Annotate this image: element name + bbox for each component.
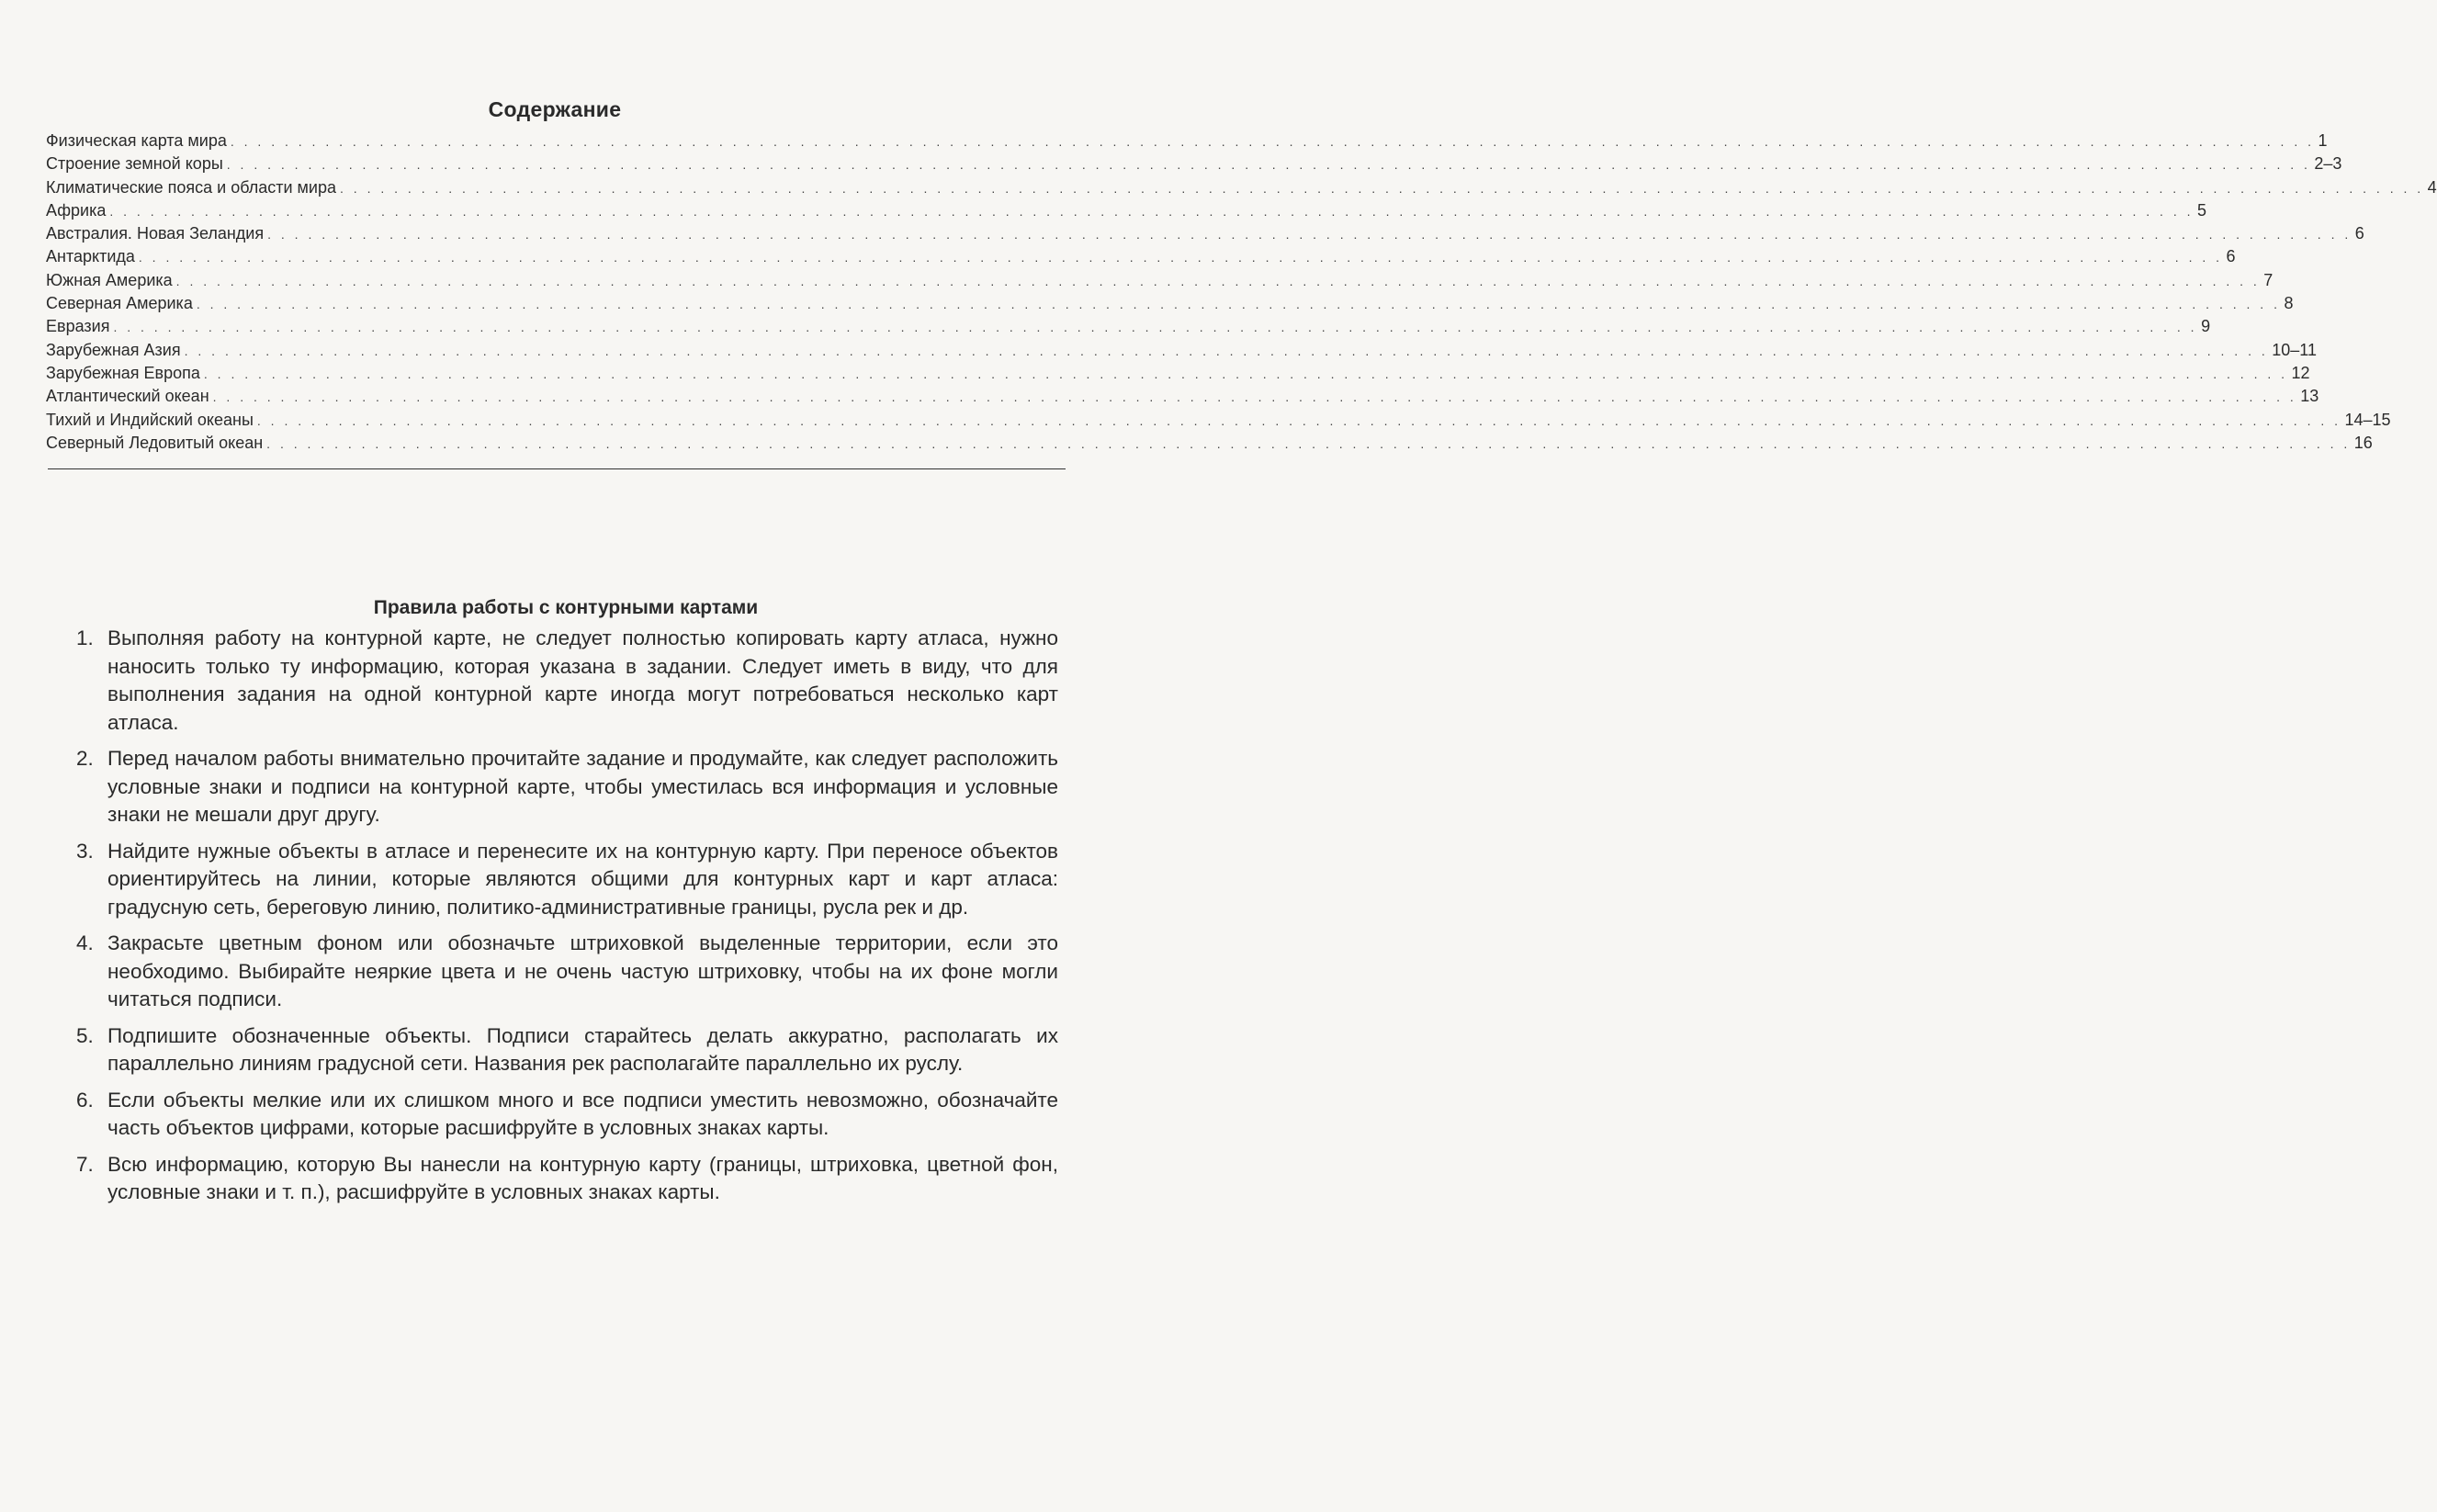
rule-item xyxy=(66,625,1058,737)
toc-entry-label: Северная Америка xyxy=(46,294,193,313)
table-of-contents xyxy=(46,97,2437,455)
rule-text: Подпишите обозначенные объекты. Подписи старайтесь делать аккуратно, располагать их параллельно линиям градусной сети. Названия рек располагайте параллельно их руслу. xyxy=(107,1023,1058,1075)
toc-divider xyxy=(48,468,1066,469)
toc-leader-dots: . . . . . . . . . . . . . . . . . . . . . . . . . . . . . . . . . . . . . . . . . . . . . . . . . . . . . . . . . . . . . . . . . . . . . . . . . . . . . . . . . . . . . . . . . . . . . . . . . . . . . . . . . . . . . . . . . . . . . . . . . . . . . . . . . . . . . . . . . . . . . . . . . . . . . . . . . . xyxy=(184,343,2269,358)
toc-entry xyxy=(46,222,2364,245)
toc-entry-label: Физическая карта мира xyxy=(46,131,227,150)
toc-entry xyxy=(46,269,2273,292)
toc-entry-page: 8 xyxy=(2284,294,2294,313)
toc-entry-label: Евразия xyxy=(46,317,110,336)
toc-entry xyxy=(46,152,2342,175)
toc-entry-page: 10–11 xyxy=(2272,340,2317,359)
toc-entry-page: 7 xyxy=(2263,270,2273,289)
rule-item xyxy=(66,930,1058,1014)
rules-title: Правила работы с контурными картами xyxy=(373,597,759,618)
rule-item xyxy=(66,745,1058,829)
toc-entry-label: Атлантический океан xyxy=(46,387,209,406)
rule-item xyxy=(66,1022,1058,1078)
rule-number: 3. xyxy=(76,839,94,863)
toc-leader-dots: . . . . . . . . . . . . . . . . . . . . . . . . . . . . . . . . . . . . . . . . . . . . . . . . . . . . . . . . . . . . . . . . . . . . . . . . . . . . . . . . . . . . . . . . . . . . . . . . . . . . . . . . . . . . . . . . . . . . . . . . . . . . . . . . . . . . . . . . . . . . . . . . . . . . . . . . . . xyxy=(113,320,2198,335)
toc-entry-label: Южная Америка xyxy=(46,270,173,289)
toc-entry-label: Австралия. Новая Зеландия xyxy=(46,224,265,243)
rule-number: 7. xyxy=(76,1152,94,1176)
toc-entry xyxy=(46,432,2373,455)
toc-entry-label: Африка xyxy=(46,200,107,220)
toc-entry-label: Зарубежная Европа xyxy=(46,363,200,382)
toc-entry-page: 1 xyxy=(2318,131,2328,150)
toc-entry-page: 9 xyxy=(2201,317,2211,336)
rule-text: Закрасьте цветным фоном или обозначьте штриховкой выделенные территории, если это необходимо. Выбирайте неяркие цвета и не очень частую штриховку, чтобы на их фоне могли читаться подписи. xyxy=(107,931,1058,1010)
rule-number: 1. xyxy=(76,626,94,649)
toc-leader-dots: . . . . . . . . . . . . . . . . . . . . . . . . . . . . . . . . . . . . . . . . . . . . . . . . . . . . . . . . . . . . . . . . . . . . . . . . . . . . . . . . . . . . . . . . . . . . . . . . . . . . . . . . . . . . . . . . . . . . . . . . . . . . . . . . . . . . . . . . . . . . . . . . . . . . . . . . . . xyxy=(226,157,2311,173)
toc-entry-page: 2–3 xyxy=(2314,154,2342,174)
toc-entry xyxy=(46,409,2391,432)
rule-text: Выполняя работу на контурной карте, не следует полностью копировать карту атласа, нужно наносить только ту информацию, которая указана в задании. Следует иметь в виду, что для выполнения задания на одной контурной карте иногда могут потребоваться несколько карт атласа. xyxy=(107,626,1058,734)
toc-entry-label: Антарктида xyxy=(46,247,135,266)
rule-number: 6. xyxy=(76,1088,94,1111)
rule-item xyxy=(66,1151,1058,1207)
contour-map-rules xyxy=(66,597,1058,1215)
toc-leader-dots: . . . . . . . . . . . . . . . . . . . . . . . . . . . . . . . . . . . . . . . . . . . . . . . . . . . . . . . . . . . . . . . . . . . . . . . . . . . . . . . . . . . . . . . . . . . . . . . . . . . . . . . . . . . . . . . . . . . . . . . . . . . . . . . . . . . . . . . . . . . . . . . . . . . . . . . . . . xyxy=(196,297,2281,312)
toc-entry xyxy=(46,199,2207,222)
toc-leader-dots: . . . . . . . . . . . . . . . . . . . . . . . . . . . . . . . . . . . . . . . . . . . . . . . . . . . . . . . . . . . . . . . . . . . . . . . . . . . . . . . . . . . . . . . . . . . . . . . . . . . . . . . . . . . . . . . . . . . . . . . . . . . . . . . . . . . . . . . . . . . . . . . . . . . . . . . . . . xyxy=(203,366,2288,381)
toc-entry-label: Тихий и Индийский океаны xyxy=(46,410,254,429)
toc-entry-label: Зарубежная Азия xyxy=(46,340,181,359)
toc-entry-page: 14–15 xyxy=(2344,410,2391,429)
toc-entry-page: 6 xyxy=(2354,224,2364,243)
rule-number: 2. xyxy=(76,747,94,770)
toc-leader-dots: . . . . . . . . . . . . . . . . . . . . . . . . . . . . . . . . . . . . . . . . . . . . . . . . . . . . . . . . . . . . . . . . . . . . . . . . . . . . . . . . . . . . . . . . . . . . . . . . . . . . . . . . . . . . . . . . . . . . . . . . . . . . . . . . . . . . . . . . . . . . . . . . . . . . . . . . . . xyxy=(256,412,2341,428)
toc-entry xyxy=(46,362,2310,385)
toc-entry-page: 5 xyxy=(2197,200,2207,220)
rule-item xyxy=(66,838,1058,922)
rule-text: Всю информацию, которую Вы нанесли на контурную карту (границы, штриховка, цветной фон, условные знаки и т. п.), расшифруйте в условных знаках карты. xyxy=(107,1152,1058,1203)
toc-entry xyxy=(46,130,2328,152)
toc-leader-dots: . . . . . . . . . . . . . . . . . . . . . . . . . . . . . . . . . . . . . . . . . . . . . . . . . . . . . . . . . . . . . . . . . . . . . . . . . . . . . . . . . . . . . . . . . . . . . . . . . . . . . . . . . . . . . . . . . . . . . . . . . . . . . . . . . . . . . . . . . . . . . . . . . . . . . . . . . . xyxy=(267,227,2352,243)
toc-entry xyxy=(46,385,2319,408)
toc-leader-dots: . . . . . . . . . . . . . . . . . . . . . . . . . . . . . . . . . . . . . . . . . . . . . . . . . . . . . . . . . . . . . . . . . . . . . . . . . . . . . . . . . . . . . . . . . . . . . . . . . . . . . . . . . . . . . . . . . . . . . . . . . . . . . . . . . . . . . . . . . . . . . . . . . . . . . . . . . . xyxy=(230,134,2315,149)
toc-leader-dots: . . . . . . . . . . . . . . . . . . . . . . . . . . . . . . . . . . . . . . . . . . . . . . . . . . . . . . . . . . . . . . . . . . . . . . . . . . . . . . . . . . . . . . . . . . . . . . . . . . . . . . . . . . . . . . . . . . . . . . . . . . . . . . . . . . . . . . . . . . . . . . . . . . . . . . . . . . xyxy=(138,250,2223,265)
toc-leader-dots: . . . . . . . . . . . . . . . . . . . . . . . . . . . . . . . . . . . . . . . . . . . . . . . . . . . . . . . . . . . . . . . . . . . . . . . . . . . . . . . . . . . . . . . . . . . . . . . . . . . . . . . . . . . . . . . . . . . . . . . . . . . . . . . . . . . . . . . . . . . . . . . . . . . . . . . . . . xyxy=(175,273,2261,288)
toc-leader-dots: . . . . . . . . . . . . . . . . . . . . . . . . . . . . . . . . . . . . . . . . . . . . . . . . . . . . . . . . . . . . . . . . . . . . . . . . . . . . . . . . . . . . . . . . . . . . . . . . . . . . . . . . . . . . . . . . . . . . . . . . . . . . . . . . . . . . . . . . . . . . . . . . . . . . . . . . . . xyxy=(340,180,2424,196)
rule-number: 5. xyxy=(76,1023,94,1047)
toc-title: Содержание xyxy=(488,97,622,121)
toc-entry xyxy=(46,315,2211,338)
toc-entry-label: Климатические пояса и области мира xyxy=(46,177,337,197)
toc-entry-label: Строение земной коры xyxy=(46,154,223,174)
rules-list xyxy=(66,625,1058,1207)
toc-entry xyxy=(46,245,2236,268)
toc-entry-page: 4 xyxy=(2427,177,2437,197)
rule-text: Найдите нужные объекты в атласе и перенесите их на контурную карту. При переносе объектов ориентируйтесь на линии, которые являются общими для контурных карт и карт атласа: градусную сеть, береговую линию, политико-административные границы, русла рек и др. xyxy=(107,839,1058,919)
rule-number: 4. xyxy=(76,931,94,954)
toc-entry-label: Северный Ледовитый океан xyxy=(46,433,264,452)
rule-text: Перед началом работы внимательно прочитайте задание и продумайте, как следует расположить условные знаки и подписи на контурной карте, чтобы уместилась вся информация и условные знаки не мешали друг другу. xyxy=(107,747,1058,826)
toc-leader-dots: . . . . . . . . . . . . . . . . . . . . . . . . . . . . . . . . . . . . . . . . . . . . . . . . . . . . . . . . . . . . . . . . . . . . . . . . . . . . . . . . . . . . . . . . . . . . . . . . . . . . . . . . . . . . . . . . . . . . . . . . . . . . . . . . . . . . . . . . . . . . . . . . . . . . . . . . . . xyxy=(212,389,2297,405)
toc-entry-page: 13 xyxy=(2300,387,2319,406)
toc-leader-dots: . . . . . . . . . . . . . . . . . . . . . . . . . . . . . . . . . . . . . . . . . . . . . . . . . . . . . . . . . . . . . . . . . . . . . . . . . . . . . . . . . . . . . . . . . . . . . . . . . . . . . . . . . . . . . . . . . . . . . . . . . . . . . . . . . . . . . . . . . . . . . . . . . . . . . . . . . . xyxy=(266,435,2351,451)
toc-list xyxy=(46,130,2437,455)
toc-entry xyxy=(46,292,2294,315)
toc-entry-page: 16 xyxy=(2353,433,2373,452)
toc-entry xyxy=(46,339,2317,362)
rule-text: Если объекты мелкие или их слишком много и все подписи уместить невозможно, обозначайте часть объектов цифрами, которые расшифруйте в условных знаках карты. xyxy=(107,1088,1058,1139)
toc-entry xyxy=(46,176,2437,199)
rule-item xyxy=(66,1087,1058,1143)
toc-entry-page: 6 xyxy=(2226,247,2236,266)
toc-leader-dots: . . . . . . . . . . . . . . . . . . . . . . . . . . . . . . . . . . . . . . . . . . . . . . . . . . . . . . . . . . . . . . . . . . . . . . . . . . . . . . . . . . . . . . . . . . . . . . . . . . . . . . . . . . . . . . . . . . . . . . . . . . . . . . . . . . . . . . . . . . . . . . . . . . . . . . . . . . xyxy=(109,203,2194,219)
toc-entry-page: 12 xyxy=(2291,363,2310,382)
